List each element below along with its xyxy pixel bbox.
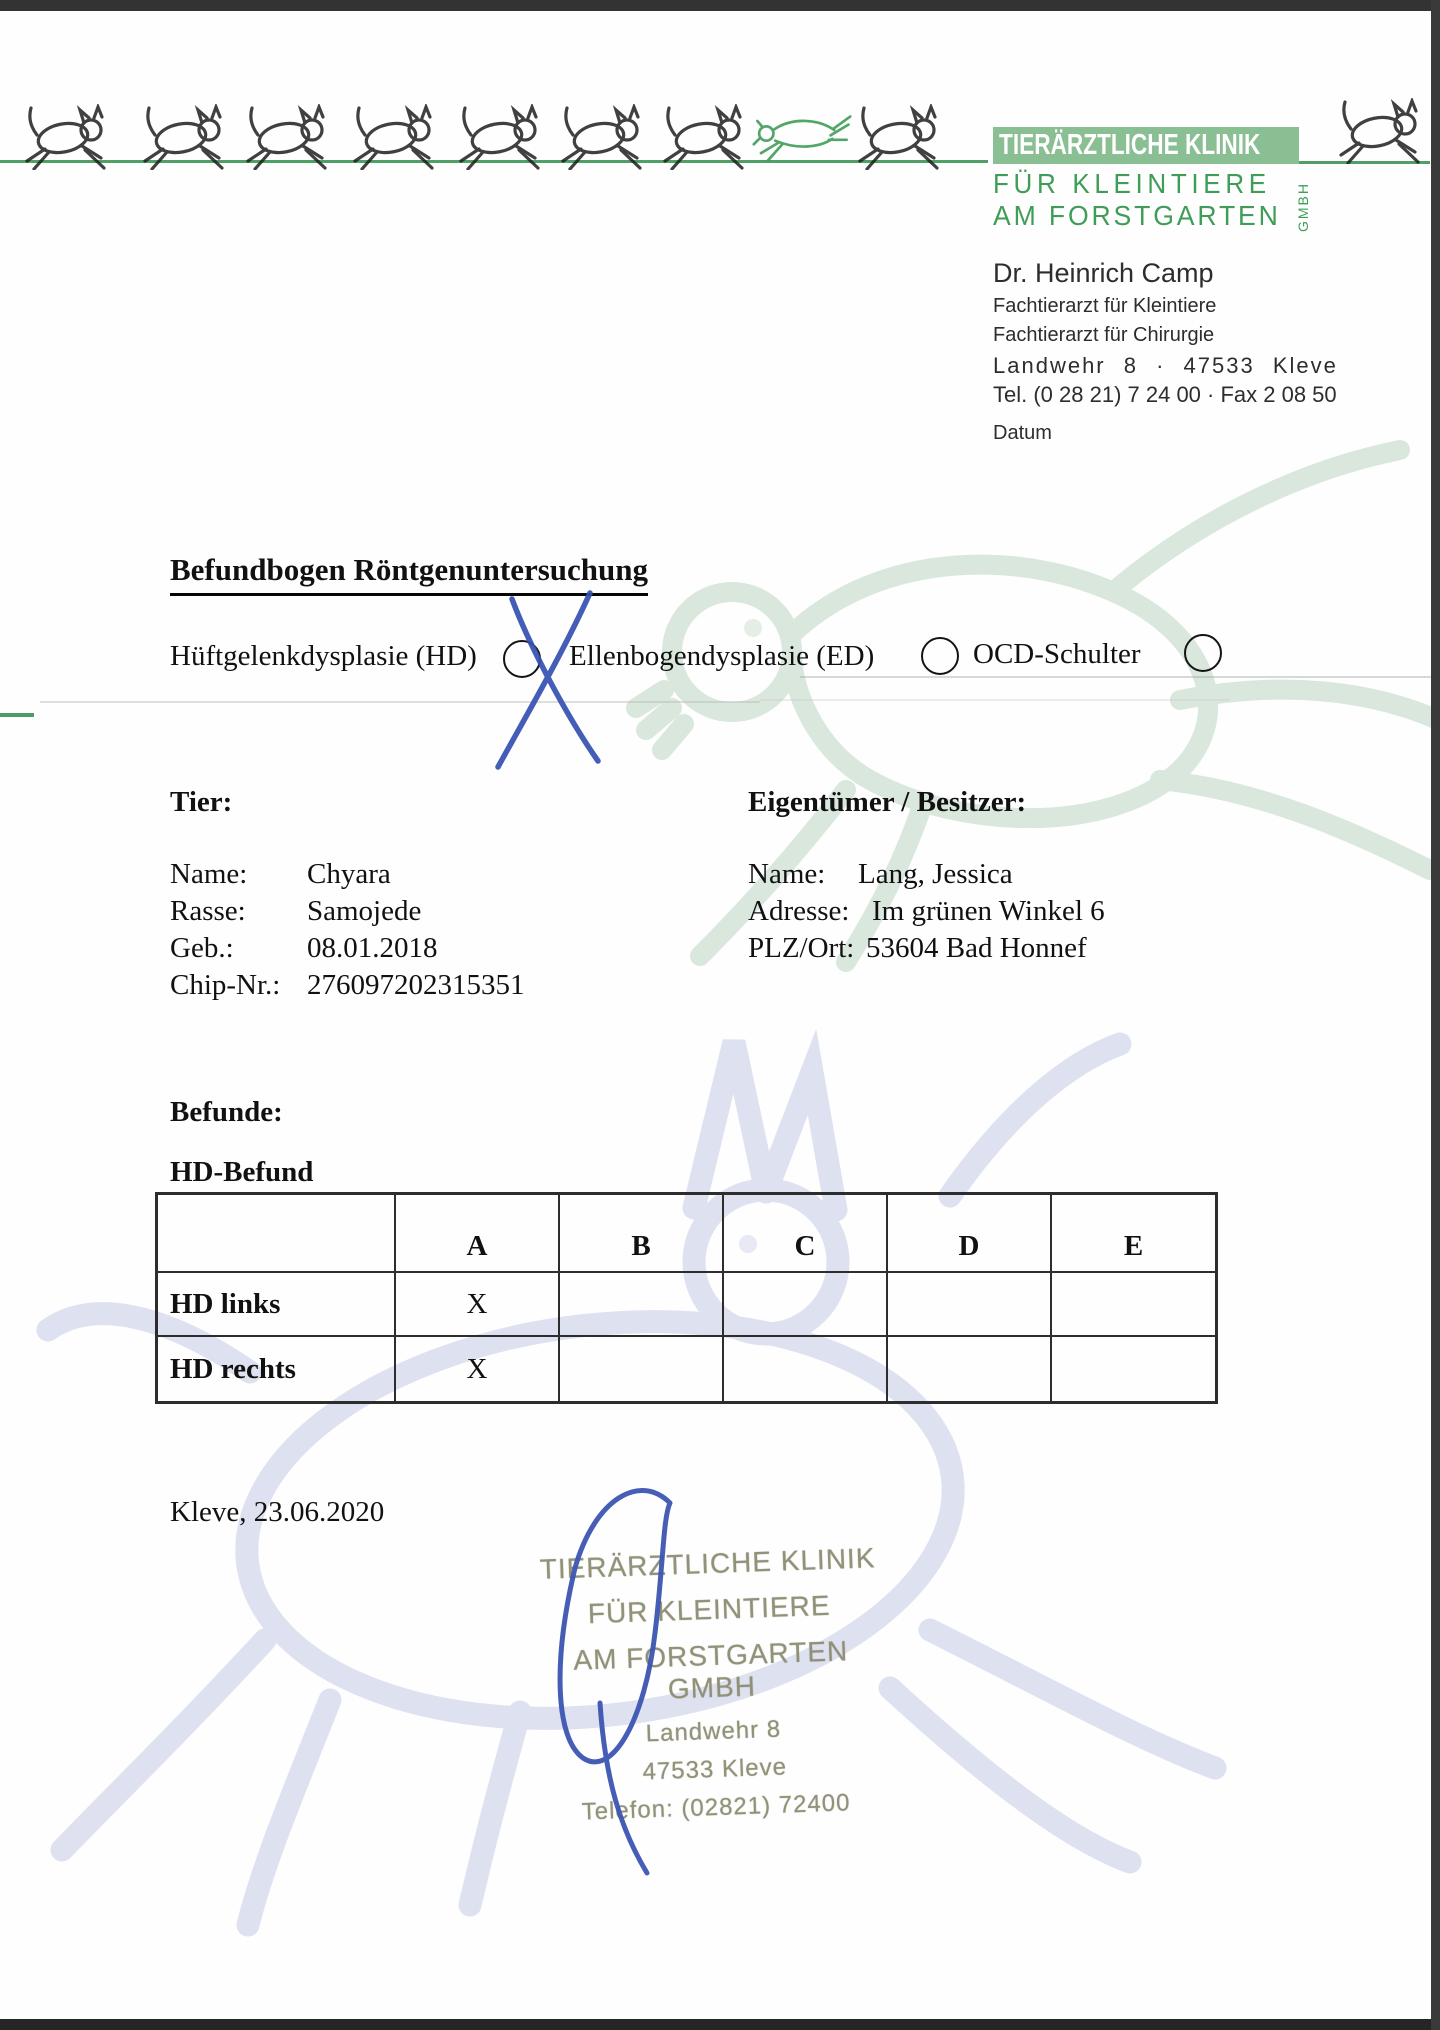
animal-section-heading: Tier: [170, 786, 233, 818]
field-value: Im grünen Winkel 6 [872, 895, 1105, 927]
owner-row-city [748, 932, 1105, 969]
grade-cell [1050, 1271, 1215, 1335]
field-label: Rasse: [170, 895, 246, 927]
clinic-logo-line1: TIERÄRZTLICHE KLINIK [999, 129, 1261, 161]
grade-cell: X [394, 1271, 558, 1335]
exam-option-ed-checkbox[interactable] [921, 637, 959, 675]
fold-mark-dash [0, 713, 34, 717]
exam-option-ocd-checkbox[interactable] [1184, 634, 1222, 672]
column-header-b: B [558, 1195, 722, 1271]
clinic-logo-line2: FÜR KLEINTIERE [993, 168, 1271, 199]
grade-cell: X [394, 1335, 558, 1401]
field-label: Adresse: [748, 895, 850, 927]
doctor-qualification-2: Fachtierarzt für Chirurgie [993, 324, 1215, 346]
field-label: Name: [170, 858, 248, 890]
running-cat-icon [22, 104, 114, 170]
hd-table-title: HD-Befund [170, 1156, 314, 1188]
clinic-logo-banner [993, 127, 1299, 164]
owner-row-address [748, 895, 1105, 932]
stamp-line: TIERÄRZTLICHE KLINIK [539, 1542, 876, 1585]
owner-details [748, 858, 1105, 969]
column-header-d: D [886, 1195, 1050, 1271]
field-value: 53604 Bad Honnef [866, 932, 1087, 964]
scan-border-bottom [0, 2019, 1440, 2030]
field-value: Lang, Jessica [858, 858, 1013, 890]
field-value: Samojede [307, 895, 422, 927]
column-header-a: A [394, 1195, 558, 1271]
exam-option-ocd-label: OCD-Schulter [973, 638, 1141, 670]
animal-row-breed [170, 895, 525, 932]
field-value: 08.01.2018 [307, 932, 438, 964]
stamp-line: Landwehr 8 [645, 1715, 782, 1748]
owner-section-heading: Eigentümer / Besitzer: [748, 786, 1027, 818]
place-date-line: Kleve, 23.06.2020 [170, 1496, 385, 1528]
animal-row-name [170, 858, 525, 895]
grade-cell [1050, 1335, 1215, 1401]
running-dog-icon [752, 112, 852, 164]
doctor-name: Dr. Heinrich Camp [993, 258, 1214, 288]
row-label-hd-rechts: HD rechts [158, 1335, 394, 1401]
grade-cell [558, 1335, 722, 1401]
running-cat-icon [456, 104, 548, 170]
findings-heading: Befunde: [170, 1096, 283, 1128]
animal-details [170, 858, 525, 1006]
running-cat-icon [140, 104, 232, 170]
column-header-e: E [1050, 1195, 1215, 1271]
field-label: Name: [748, 858, 826, 890]
table-corner-cell [158, 1195, 394, 1271]
scan-border-right [1431, 0, 1440, 2030]
running-cat-icon [660, 104, 752, 170]
hd-befund-table [155, 1192, 1218, 1404]
scan-border-top [0, 0, 1440, 11]
scan-streak [760, 699, 1230, 701]
exam-option-ed-label: Ellenbogendysplasie (ED) [569, 640, 875, 672]
clinic-logo-line3: AM FORSTGARTEN [993, 200, 1281, 231]
doctor-qualification-1: Fachtierarzt für Kleintiere [993, 295, 1217, 317]
running-cat-icon [1332, 98, 1432, 164]
page-title: Befundbogen Röntgenuntersuchung [170, 552, 648, 596]
exam-option-hd-label: Hüftgelenkdysplasie (HD) [170, 640, 477, 672]
row-label-hd-links: HD links [158, 1271, 394, 1335]
pen-cross-mark [470, 585, 630, 775]
field-label: PLZ/Ort: [748, 932, 855, 964]
grade-cell [886, 1271, 1050, 1335]
field-value: 276097202315351 [307, 969, 525, 1001]
clinic-address: Landwehr 8 · 47533 Kleve [993, 353, 1338, 378]
scan-streak [40, 701, 760, 703]
stamp-line: Telefon: (02821) 72400 [581, 1789, 851, 1826]
running-cat-icon [855, 104, 947, 170]
grade-cell [722, 1335, 886, 1401]
grade-cell [558, 1271, 722, 1335]
clinic-phone-fax: Tel. (0 28 21) 7 24 00 · Fax 2 08 50 [993, 382, 1337, 407]
animal-row-birthdate [170, 932, 525, 969]
scan-streak [800, 676, 1432, 678]
grade-cell [886, 1335, 1050, 1401]
stamp-line: 47533 Kleve [642, 1753, 788, 1786]
running-cat-icon [350, 104, 442, 170]
pen-signature [505, 1448, 765, 1898]
animal-row-chip [170, 969, 525, 1006]
field-label: Chip-Nr.: [170, 969, 281, 1001]
owner-row-name [748, 858, 1105, 895]
running-cat-icon [243, 104, 335, 170]
field-value: Chyara [307, 858, 391, 890]
date-label: Datum [993, 422, 1052, 444]
clinic-logo-gmbh: GMBH [1295, 182, 1311, 232]
running-cat-icon [558, 104, 650, 170]
stamp-line: AM FORSTGARTEN GMBH [572, 1635, 849, 1705]
column-header-c: C [722, 1195, 886, 1271]
field-label: Geb.: [170, 932, 234, 964]
stamp-line: FÜR KLEINTIERE [587, 1589, 832, 1630]
grade-cell [722, 1271, 886, 1335]
